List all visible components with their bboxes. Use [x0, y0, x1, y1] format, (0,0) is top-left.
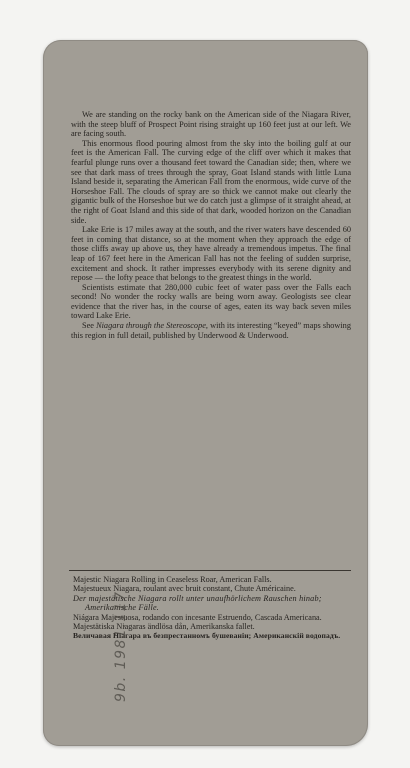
- caption-divider: [69, 570, 351, 571]
- caption-english: Majestic Niagara Rolling in Ceaseless Roar, American Falls.: [73, 575, 272, 584]
- see-note-suffix: , with its interesting “keyed” maps showing this region in full detail, published by Underwood & Underwood.: [71, 321, 351, 340]
- paragraph-lake-erie: Lake Erie is 17 miles away at the south, and the river waters have descended 60 feet in coming that distance, so at the moment when they approach the edge of those cliffs away up above us, they have already a tremendous impetus. The final leap of 167 feet here in the American Fall has not the feeling of sudden surprise, excitement and shock. It rather impresses everybody with its serene dignity and repose — the lofty peace that belongs to the greatest things in the world.: [71, 225, 351, 283]
- stereoview-card-back: [43, 40, 368, 746]
- caption-russian: Величавая Ніагара въ безпрестанномъ бушеваніи; Американскій водопадъ.: [73, 631, 341, 641]
- paragraph-american-fall: This enormous flood pouring almost from the sky into the boiling gulf at our feet is the American Fall. The curving edge of the cliff over which it makes that fearful plunge runs over a thousand feet toward the Canadian side; then, where we see that dark mass of trees through the spray, Goat Island stands with little Luna Island beside it, separating the American Fall from the enormous, wide curve of the Horseshoe Fall. The clouds of spray are so thick we cannot make out clearly the gigantic bulk of the Horseshoe but we do catch just a glimpse of it straight ahead, at the right of Goat Island and this side of that dark, wooded horizon on the Canadian side.: [71, 138, 351, 225]
- paragraph-location: We are standing on the rocky bank on the American side of the Niagara River, with the steep bluff of Prospect Point rising straight up 160 feet just at our left. We are facing south.: [71, 110, 351, 139]
- paragraph-scientists: Scientists estimate that 280,000 cubic feet of water pass over the Falls each second! No wonder the rocky walls are being worn away. Geologists see clear evidence that the river has, in the course of ages, eaten its way back seven miles toward Lake Erie.: [71, 282, 351, 321]
- description-text: [71, 110, 351, 340]
- paragraph-see-note: [71, 321, 351, 340]
- caption-german: Der majestätische Niagara rollt unter unaufhörlichem Rauschen hinab; Amerikanische Fälle.: [73, 593, 322, 613]
- caption-swedish: Majestätiska Niagaras ändlösa dån, Amerikanska fallet.: [73, 622, 255, 632]
- see-note-book-title: Niagara through the Stereoscope: [96, 321, 206, 331]
- see-note-prefix: See: [82, 321, 97, 331]
- caption-spanish: Niágara Majestuosa, rodando con incesante Estruendo, Cascada Americana.: [73, 612, 322, 622]
- handwritten-accession-number: 9b. 1981.117: [113, 590, 129, 702]
- caption-french: Majestueux Niagara, roulant avec bruit constant, Chute Américaine.: [73, 584, 296, 594]
